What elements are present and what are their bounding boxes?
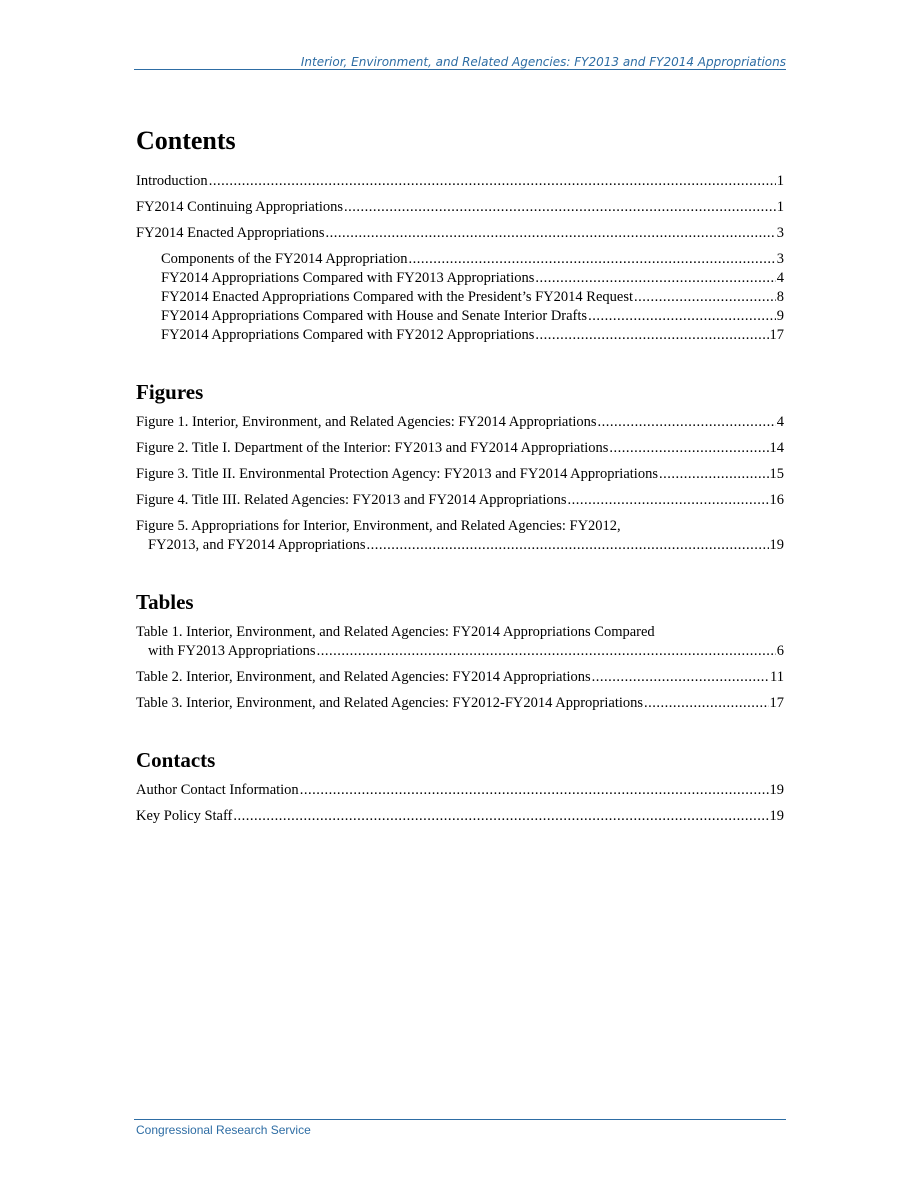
toc-subentry[interactable] [136,250,784,269]
dot-leader [644,694,768,713]
toc-entry-label: Components of the FY2014 Appropriation [161,251,408,267]
toc-entry-label: Key Policy Staff [136,808,233,824]
footer-rule [134,1119,786,1120]
contacts-list [136,781,784,826]
dot-leader [209,172,776,191]
dot-leader [409,250,776,269]
tables-list [136,623,784,713]
dot-leader [598,413,776,432]
toc-entry-page: 19 [769,537,784,553]
dot-leader [659,465,769,484]
toc-entry-page: 1 [776,199,784,215]
toc-entry-page: 11 [770,669,784,685]
toc-entry-page: 3 [776,251,784,267]
toc-entry-label-line2: FY2013, and FY2014 Appropriations [148,537,366,553]
running-footer: Congressional Research Service [136,1123,311,1137]
contacts-heading: Contacts [136,748,216,772]
dot-leader [588,307,776,326]
dot-leader [233,807,768,826]
figure-entry[interactable] [136,491,784,510]
toc-entry-label: Table 3. Interior, Environment, and Related Agencies: FY2012-FY2014 Appropriations [136,695,644,711]
tables-heading: Tables [136,590,194,614]
dot-leader [592,668,769,687]
toc-entry-label: FY2014 Enacted Appropriations Compared with the President’s FY2014 Request [161,289,634,305]
header-rule [134,69,786,70]
dot-leader [300,781,769,800]
toc-entry-page: 15 [769,466,784,482]
toc-entry-label-line2: with FY2013 Appropriations [148,643,316,659]
toc-entry-label: FY2014 Appropriations Compared with FY2012 Appropriations [161,327,535,343]
dot-leader [344,198,776,217]
toc-entry-page: 16 [769,492,784,508]
figure-entry[interactable] [136,465,784,484]
toc-entry-page: 19 [769,782,784,798]
toc-entry[interactable] [136,224,784,243]
toc-entry-label: Table 2. Interior, Environment, and Related Agencies: FY2014 Appropriations [136,669,591,685]
table-entry[interactable] [136,623,784,661]
figures-heading: Figures [136,380,204,404]
toc-entry-label-line1: Table 1. Interior, Environment, and Related Agencies: FY2014 Appropriations Compared [136,624,655,640]
toc-entry-label: Figure 3. Title II. Environmental Protection Agency: FY2013 and FY2014 Appropriations [136,466,658,482]
table-of-contents [136,122,784,833]
toc-entry-page: 6 [776,643,784,659]
toc-entry-page: 4 [776,270,784,286]
toc-entry[interactable] [136,198,784,217]
toc-entry-page: 9 [776,308,784,324]
dot-leader [568,491,769,510]
toc-entry-page: 3 [776,225,784,241]
toc-entry-label: Figure 2. Title I. Department of the Interior: FY2013 and FY2014 Appropriations [136,440,609,456]
figure-entry[interactable] [136,517,784,555]
page-title: Contents [136,126,236,155]
dot-leader [535,269,775,288]
contact-entry[interactable] [136,807,784,826]
dot-leader [609,439,768,458]
toc-entry-page: 4 [776,414,784,430]
figure-entry[interactable] [136,413,784,432]
dot-leader [325,224,775,243]
toc-entry-page: 17 [769,695,784,711]
toc-entry-label: Figure 4. Title III. Related Agencies: FY2013 and FY2014 Appropriations [136,492,567,508]
contact-entry[interactable] [136,781,784,800]
toc-entry-label: Figure 1. Interior, Environment, and Related Agencies: FY2014 Appropriations [136,414,597,430]
dot-leader [634,288,776,307]
toc-entry-page: 14 [769,440,784,456]
toc-entry-label: FY2014 Appropriations Compared with House and Senate Interior Drafts [161,308,588,324]
toc-subentry[interactable] [136,326,784,345]
toc-entry-page: 19 [769,808,784,824]
toc-entry[interactable] [136,172,784,191]
running-header: Interior, Environment, and Related Agencies: FY2013 and FY2014 Appropriations [300,55,786,69]
toc-entry-label: FY2014 Appropriations Compared with FY2013 Appropriations [161,270,535,286]
toc-subentry[interactable] [136,269,784,288]
figure-entry[interactable] [136,439,784,458]
contents-list [136,172,784,345]
dot-leader [367,536,769,555]
toc-entry-label: Introduction [136,173,208,189]
toc-entry-label: FY2014 Enacted Appropriations [136,225,325,241]
dot-leader [317,642,776,661]
toc-subentry[interactable] [136,288,784,307]
figures-list [136,413,784,555]
table-entry[interactable] [136,694,784,713]
toc-entry-page: 8 [776,289,784,305]
toc-subentry[interactable] [136,307,784,326]
toc-entry-page: 17 [769,327,784,343]
toc-entry-label-line1: Figure 5. Appropriations for Interior, Environment, and Related Agencies: FY2012, [136,518,621,534]
toc-entry-label: FY2014 Continuing Appropriations [136,199,344,215]
table-entry[interactable] [136,668,784,687]
dot-leader [535,326,768,345]
toc-entry-label: Author Contact Information [136,782,299,798]
toc-entry-page: 1 [776,173,784,189]
